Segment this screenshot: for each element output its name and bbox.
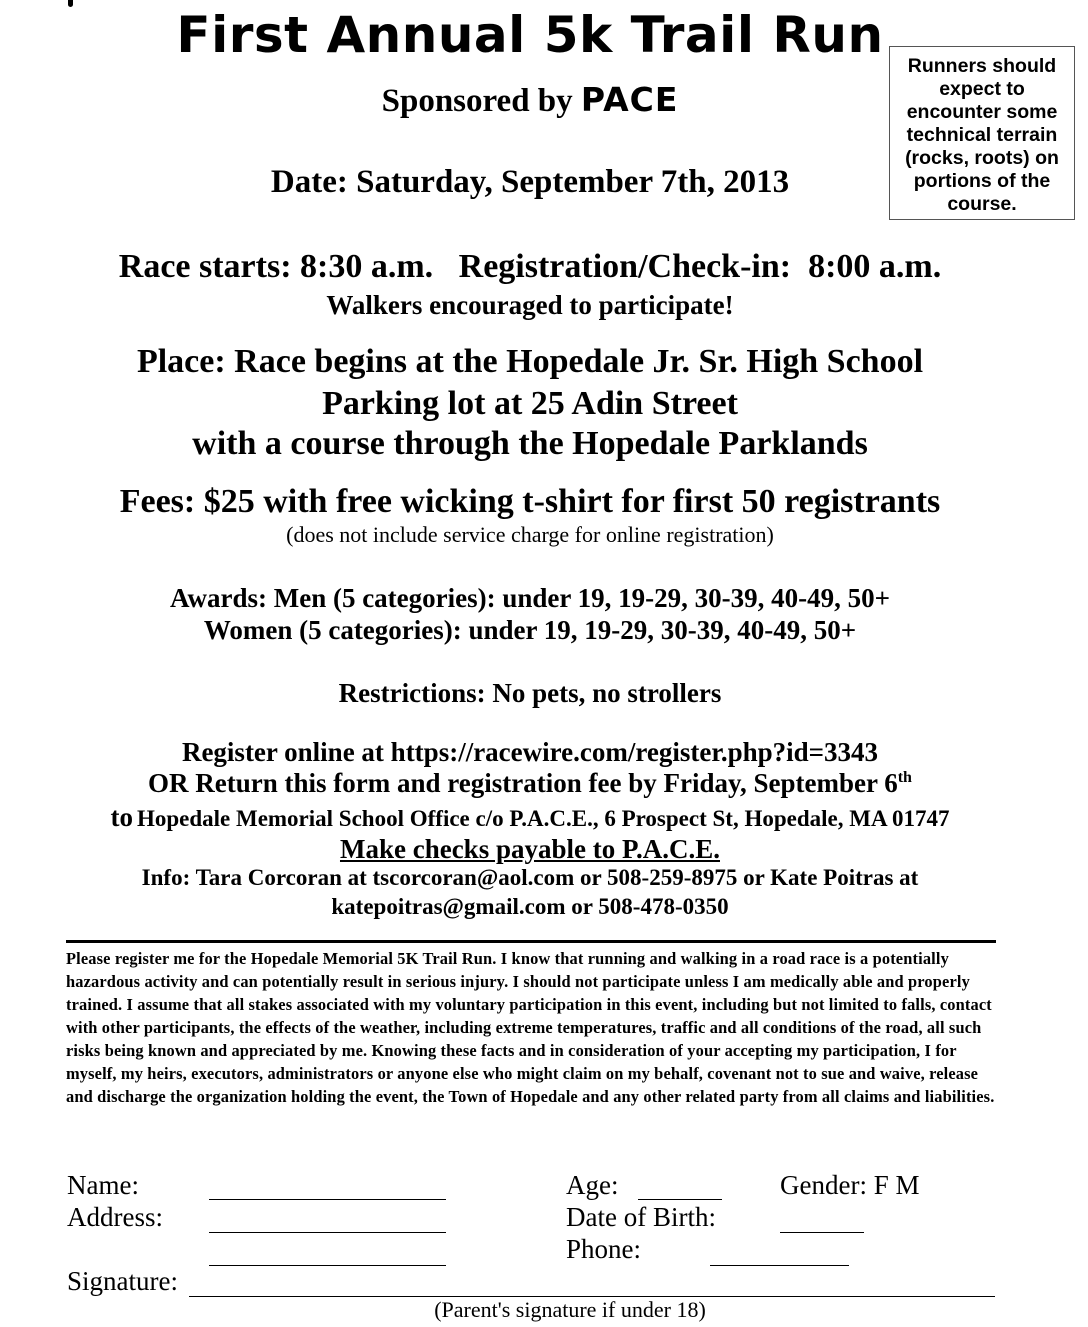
to-word: to — [110, 802, 133, 832]
fees-line: Fees: $25 with free wicking t-shirt for first 50 registrants — [119, 483, 941, 520]
info-line-1: Info: Tara Corcoran at tscorcoran@aol.com or 508-259-8975 or Kate Poitras at — [141, 865, 919, 890]
address-field-2[interactable] — [209, 1265, 446, 1266]
fees-note: (does not include service charge for online registration) — [286, 522, 774, 547]
dob-label: Date of Birth: — [566, 1202, 716, 1232]
page-title: First Annual 5k Trail Run — [176, 6, 884, 64]
checks-payable: Make checks payable to P.A.C.E. — [339, 834, 720, 864]
event-date: Date: Saturday, September 7th, 2013 — [270, 164, 790, 200]
place-line-1: Place: Race begins at the Hopedale Jr. Sr. High School — [136, 343, 924, 380]
phone-label: Phone: — [566, 1234, 642, 1264]
address-label: Address: — [67, 1202, 163, 1232]
register-address — [0, 802, 1060, 833]
signature-label: Signature: — [67, 1266, 178, 1296]
office-address: Hopedale Memorial School Office c/o P.A.C.E., 6 Prospect St, Hopedale, MA 01747 — [136, 806, 950, 831]
name-label: Name: — [67, 1170, 139, 1200]
race-times: Race starts: 8:30 a.m. Registration/Check-in: 8:00 a.m. — [118, 248, 942, 285]
terrain-note: Runners should expect to encounter some technical terrain (rocks, roots) on portions of the course. — [889, 46, 1075, 220]
waiver-text: Please register me for the Hopedale Memorial 5K Trail Run. I know that running and walking in a road race is a potentially hazardous activity and can potentially result in serious injury. I should not participate unless I am medically able and properly trained. I assume that all stakes associated with my voluntary participation in this event, including but not limited to falls, contact with other participants, the effects of the weather, including extreme temperatures, traffic and all conditions of the road, all such risks being known and appreciated by me. Knowing these facts and in consideration of your accepting my participation, I for myself, my heirs, executors, administrators or anyone else who might claim on my behalf, covenant not to sue and waive, release and discharge the organization holding the event, the Town of Hopedale and any other related party from all claims and liabilities. — [66, 940, 996, 1108]
sponsor-prefix: Sponsored by — [381, 83, 573, 119]
gender-label: Gender: F M — [780, 1170, 920, 1200]
restrictions: Restrictions: No pets, no strollers — [338, 678, 722, 708]
pace-logo: PACE — [580, 80, 679, 119]
name-field[interactable] — [209, 1199, 446, 1200]
parent-note: (Parent's signature if under 18) — [434, 1297, 706, 1322]
phone-field[interactable] — [710, 1265, 849, 1266]
place-line-3: with a course through the Hopedale Parklands — [192, 425, 868, 462]
age-label: Age: — [566, 1170, 619, 1200]
walkers-note: Walkers encouraged to participate! — [326, 290, 734, 320]
register-return — [0, 768, 1060, 799]
register-return-text: OR Return this form and registration fee by Friday, September 6 — [148, 768, 898, 798]
info-line-2: katepoitras@gmail.com or 508-478-0350 — [331, 894, 729, 919]
awards-women: Women (5 categories): under 19, 19-29, 30-39, 40-49, 50+ — [203, 615, 857, 645]
address-field[interactable] — [209, 1232, 446, 1233]
age-field[interactable] — [638, 1199, 722, 1200]
awards-men: Awards: Men (5 categories): under 19, 19-29, 30-39, 40-49, 50+ — [169, 583, 891, 613]
place-line-2: Parking lot at 25 Adin Street — [322, 385, 738, 422]
dob-field[interactable] — [780, 1232, 864, 1233]
register-return-sup: th — [897, 769, 912, 786]
register-online: Register online at https://racewire.com/register.php?id=3343 — [181, 737, 879, 767]
